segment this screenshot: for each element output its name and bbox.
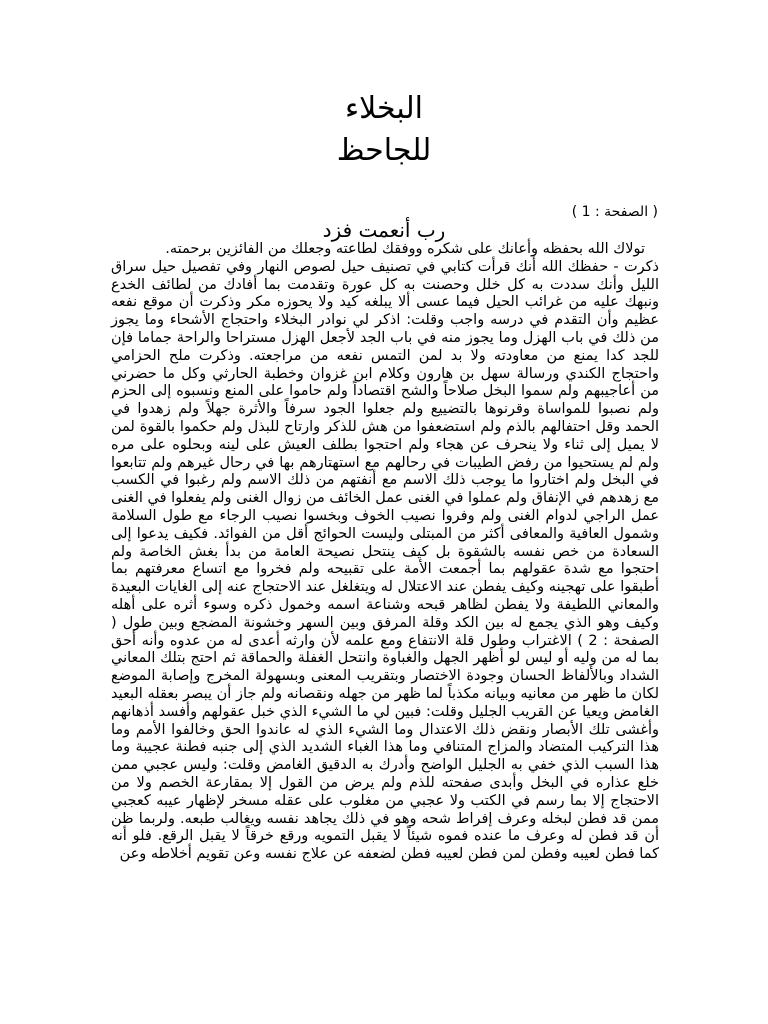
body-text [111, 241, 659, 864]
paragraph: ذكرت - حفظك الله أنك قرأت كتابي في تصنيف حيل لصوص النهار وفي تفصيل حيل سراق الليل وأنك سددت به كل خلل وحصنت به كل عورة وتقدمت بما أفادك من لطائف الخدع ونبهك عليه من غرائب الحيل فيما عسى ألا يبلغه كيد ولا يحوزه مكر وذكرت أن موقع نفعه عظيم وأن التقدم في درسه واجب وقلت: اذكر لي نوادر البخلاء واحتجاج الأشحاء وما يجوز من ذلك في باب الهزل وما يجوز منه في باب الجد لأجعل الهزل مستراحا والراحة جماما فإن للجد كدا يمنع من معاودته ولا بد لمن التمس نفعه من مراجعته. وذكرت ملح الحزامي واحتجاج الكندي ورسالة سهل بن هارون وكلام ابن غزوان وخطبة الحارثي وكل ما حضرني من أعاجيبهم ولم سموا البخل صلاحاً والشح اقتصاداً ولم حاموا على المنع ونسبوه إلى الحزم ولم نصبوا للمواساة وقرنوها بالتضييع ولم جعلوا الجود سرفاً والأثرة جهلاً ولم زهدوا في الحمد وقل احتفالهم بالذم ولم استضعفوا من هش للذكر وارتاح للبذل ولم حكموا بالقوة لمن لا يميل إلى ثناء ولا ينحرف عن هجاء ولم احتجوا بطلف العيش على لينه وبحلوه على مره ولم لم يستحيوا من رفض الطيبات في رحالهم مع استهتارهم بها في رحال غيرهم ولم تتابعوا في البخل ولم اختاروا ما يوجب ذلك الاسم مع أنفتهم من ذلك الاسم ولم رغبوا في الكسب مع زهدهم في الإنفاق ولم عملوا في الغنى عمل الخائف من زوال الغنى ولم يفعلوا في الغنى عمل الراجي لدوام الغنى ولم وفروا نصيب الخوف وبخسوا نصيب الرجاء مع طول السلامة وشمول العافية والمعافى أكثر من المبتلى وليست الحوائج أقل من الفوائد. فكيف يدعوا إلى السعادة من خص نفسه بالشقوة بل كيف ينتحل نصيحة العامة من بدأ بغش الخاصة ولم احتجوا مع شدة عقولهم بما أجمعت الأمة على تقبيحه ولم فخروا مع اتساع معرفتهم بما أطبقوا على تهجينه وكيف يفطن عند الاعتلال له ويتغلغل عند الاحتجاج عنه إلى الغايات البعيدة والمعاني اللطيفة ولا يفطن لظاهر قبحه وشناعة اسمه وخمول ذكره وسوء أثره على أهله وكيف وهو الذي يجمع له بين الكد وقلة المرفق وبين السهر وخشونة المضجع وبين طول ( الصفحة : 2 ) الاغتراب وطول قلة الانتفاع ومع علمه لأن وارثه أعدى له من عدوه وأنه أحق بما له من وليه أو ليس لو أظهر الجهل والغباوة وانتحل الغفلة والحماقة ثم احتج بتلك المعاني الشداد وبالألفاظ الحسان وجودة الاختصار وبتقريب المعنى وبسهولة المخرج وإصابة الموضع لكان ما ظهر من معانيه وبيانه مكذباً لما ظهر من جهله ونقصانه ولم جاز أن يبصر بعقله البعيد الغامض ويعيا عن القريب الجليل وقلت: فبين لي ما الشيء الذي خبل عقولهم وأفسد أذهانهم وأغشى تلك الأبصار ونقض ذلك الاعتدال وما الشيء الذي له عاندوا الحق وخالفوا الأمم وما هذا التركيب المتضاد والمزاج المتنافي وما هذا الغباء الشديد الذي إلى جنبه فطنة عجيبة وما هذا السبب الذي خفي به الجليل الواضح وأدرك به الدقيق الغامض وقلت: وليس عجبي ممن خلع عذاره في البخل وأبدى صفحته للذم ولم يرض من القول إلا بمقارعة الخصم ولا من الاحتجاج إلا بما رسم في الكتب ولا عجبي من مغلوب على عقله مسخر لإظهار عيبه كعجبي ممن قد فطن لبخله وعرف إفراط شحه وهو في ذلك يجاهد نفسه ويغالب طبعه. ولربما ظن أن قد فطن له وعرف ما عنده فموه شيئاً لا يقبل التمويه ورقع خرقاً لا يقبل الرقع. فلو أنه كما فطن لعيبه وفطن لمن فطن لعيبه فطن لضعفه عن علاج نفسه وعن تقويم أخلاطه وعن [111, 258, 659, 863]
document-title: البخلاء [345, 91, 423, 126]
title-block [0, 88, 768, 172]
intro-heading: رب أنعمت فزد [322, 218, 446, 242]
page-number-marker: ( الصفحة : 1 ) [571, 204, 658, 220]
document-author: للجاحظ [336, 133, 432, 168]
paragraph: تولاك الله بحفظه وأعانك على شكره ووفقك لطاعته وجعلك من الفائزين برحمته. [165, 241, 645, 257]
